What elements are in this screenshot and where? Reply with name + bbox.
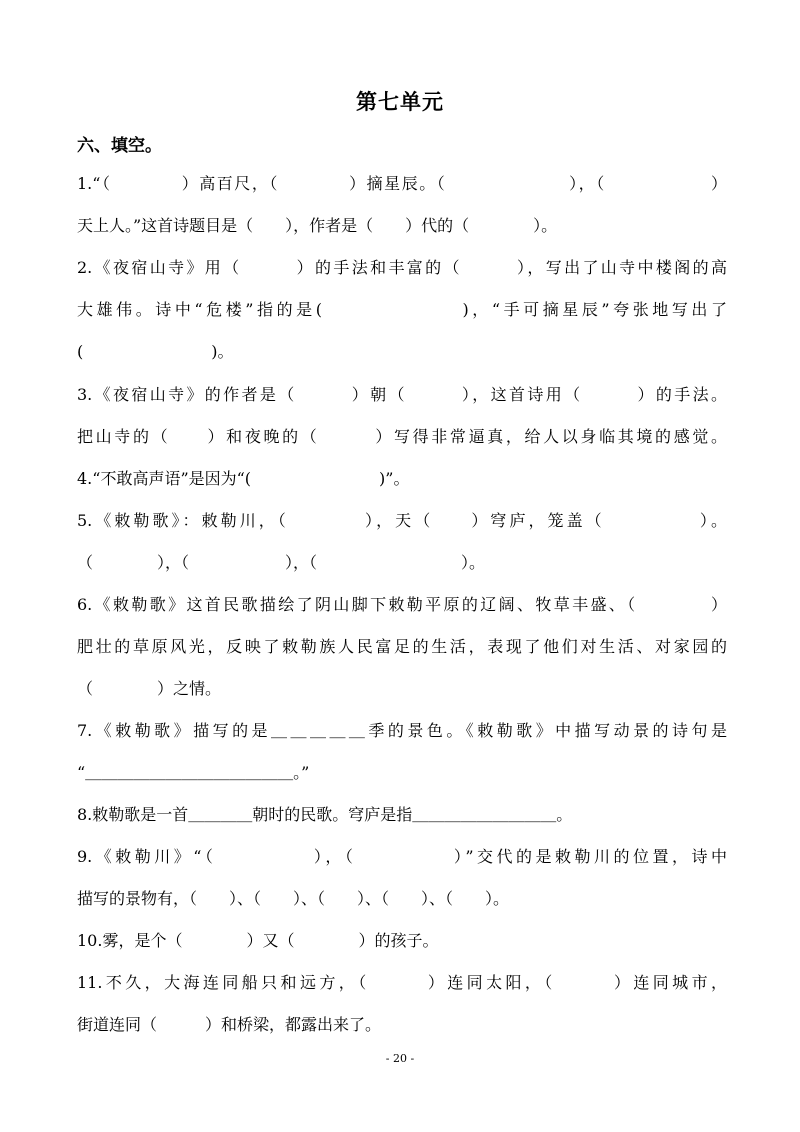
question-1-line-2: 天上人。”这首诗题目是（ ），作者是（ ）代的（ ）。 (77, 216, 558, 235)
question-11-line-2: 街道连同（ ）和桥梁，都露出来了。 (77, 1015, 382, 1034)
question-3-line-2: 把山寺的（ ）和夜晚的（ ）写得非常逼真，给人以身临其境的感觉。 (77, 427, 727, 446)
question-6-line-2: 肥壮的草原风光，反映了敕勒族人民富足的生活，表现了他们对生活、对家园的 (77, 637, 727, 656)
question-5-line-2: （ ），（ ），（ ）。 (77, 553, 486, 572)
question-8-line: 8.敕勒歌是一首＿＿＿＿朝时的民歌。穹庐是指＿＿＿＿＿＿＿＿＿。 (77, 805, 573, 824)
question-11-line-1: 11.不久，大海连同船只和远方，（ ）连同太阳，（ ）连同城市， (77, 973, 727, 992)
question-1-line-1: 1.“（ ）高百尺，（ ）摘星辰。（ ），（ ） (77, 174, 727, 193)
question-6-line-1: 6.《敕勒歌》这首民歌描绘了阴山脚下敕勒平原的辽阔、牧草丰盛、（ ） (77, 595, 727, 614)
section-heading: 六、填空。 (77, 136, 162, 156)
question-10-line: 10.雾，是个（ ）又（ ）的孩子。 (77, 931, 439, 950)
question-2-line-1: 2.《夜宿山寺》用（ ）的手法和丰富的（ ），写出了山寺中楼阁的高 (77, 258, 727, 277)
question-5-line-1: 5.《敕勒歌》：敕勒川，（ ），天（ ）穹庐，笼盖（ ）。 (77, 511, 727, 530)
question-9-line-2: 描写的景物有，（ ）、（ ）、（ ）、（ ）、（ ）。 (77, 889, 510, 908)
page-number: - 20 - (385, 1052, 415, 1065)
unit-title: 第七单元 (356, 89, 444, 114)
question-4-line: 4.“不敢高声语”是因为“( )”。 (77, 469, 410, 488)
question-9-line-1: 9.《敕勒川》“（ ），（ ）”交代的是敕勒川的位置，诗中 (77, 847, 727, 866)
question-2-line-2: 大雄伟。诗中“危楼”指的是( )，“手可摘星辰”夸张地写出了 (77, 300, 727, 319)
question-6-line-3: （ ）之情。 (77, 679, 222, 698)
question-3-line-1: 3.《夜宿山寺》的作者是（ ）朝（ ），这首诗用（ ）的手法。 (77, 385, 727, 404)
question-7-line-2: “＿＿＿＿＿＿＿＿＿＿＿＿＿。” (77, 763, 310, 782)
question-2-line-3: ( )。 (77, 342, 234, 361)
question-7-line-1: 7.《敕勒歌》描写的是＿＿＿＿＿季的景色。《敕勒歌》中描写动景的诗句是 (77, 721, 727, 740)
